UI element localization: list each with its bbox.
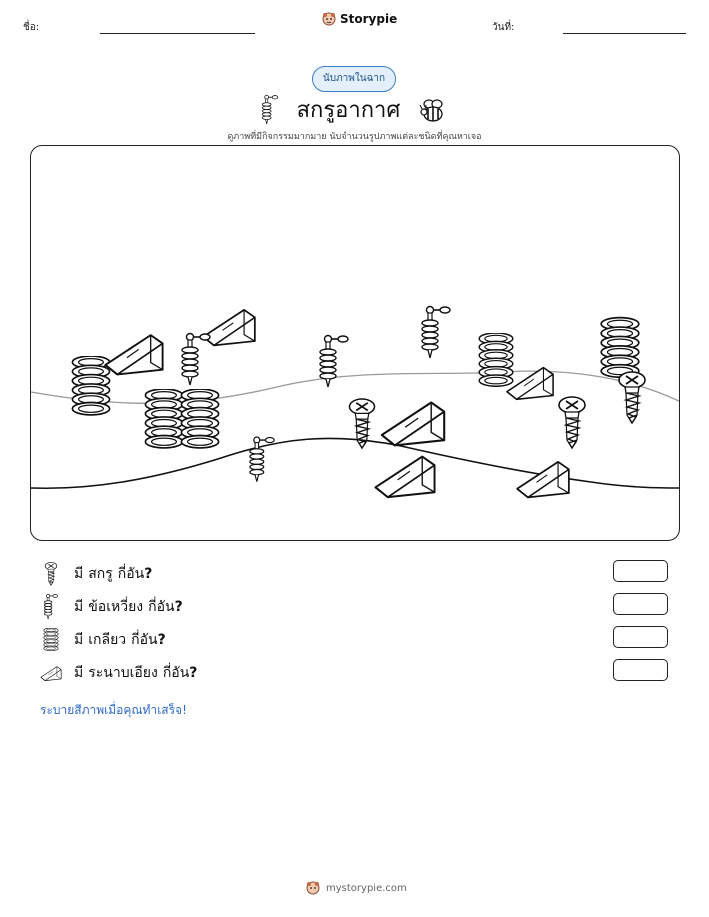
screw-object[interactable] [557, 394, 587, 452]
answer-box-drill-bit[interactable] [613, 593, 668, 615]
question-screw [40, 561, 152, 587]
question-drill-bit [40, 594, 183, 620]
wedge-object[interactable] [379, 396, 447, 448]
drill-bit-icon [43, 594, 59, 620]
wedge-object[interactable] [505, 362, 555, 402]
question-mark: ? [144, 566, 153, 582]
screw-object[interactable] [617, 370, 647, 426]
spring-icon [41, 628, 61, 652]
question-verb: มี [74, 632, 84, 648]
spring-object[interactable] [177, 389, 223, 451]
question-verb: มี [74, 566, 84, 582]
question-verb: มี [74, 599, 84, 615]
instruction-text: ดูภาพที่มีกิจกรรมมากมาย นับจำนวนรูปภาพแต่ละชนิดที่คุณหาเจอ [227, 132, 482, 142]
bee-icon [418, 95, 448, 125]
question-mark: ? [174, 599, 183, 615]
question-verb: มี [74, 665, 84, 681]
screw-icon [42, 562, 60, 586]
answer-box-screw[interactable] [613, 560, 668, 582]
question-subject: ระนาบเอียง [88, 665, 158, 681]
date-label: วันที่: [492, 22, 515, 33]
question-spring [40, 627, 166, 653]
category-pill: นับภาพในฉาก [312, 66, 396, 92]
question-subject: ข้อเหวี่ยง [88, 599, 144, 615]
drill-bit-object[interactable] [249, 434, 275, 486]
storypie-mascot-icon [306, 881, 320, 895]
question-wedge [40, 660, 197, 686]
answer-box-wedge[interactable] [613, 659, 668, 681]
page-title: สกรูอากาศ [296, 98, 401, 123]
wedge-object[interactable] [373, 450, 437, 500]
question-tail: กี่อัน [148, 599, 175, 615]
name-field[interactable] [100, 33, 255, 34]
question-mark: ? [189, 665, 198, 681]
question-mark: ? [157, 632, 166, 648]
storypie-mascot-icon [322, 12, 336, 26]
question-tail: กี่อัน [131, 632, 158, 648]
title-row [0, 92, 709, 127]
question-subject: สกรู [88, 566, 113, 582]
name-label: ชื่อ: [23, 22, 40, 33]
site-url[interactable]: mystorypie.com [326, 882, 407, 894]
date-field[interactable] [563, 33, 686, 34]
drill-bit-object[interactable] [181, 330, 211, 390]
wedge-icon [40, 663, 62, 683]
question-subject: เกลียว [88, 632, 127, 648]
drill-bit-object[interactable] [421, 303, 451, 363]
drill-bit-icon [261, 95, 279, 125]
answer-box-spring[interactable] [613, 626, 668, 648]
wedge-object[interactable] [515, 456, 571, 500]
drill-bit-object[interactable] [319, 332, 349, 392]
color-instruction: ระบายสีภาพเมื่อคุณทำเสร็จ! [40, 703, 187, 717]
question-tail: กี่อัน [117, 566, 145, 582]
screw-object[interactable] [347, 398, 377, 450]
search-scene [30, 145, 680, 541]
wedge-object[interactable] [103, 328, 165, 378]
brand-name: Storypie [340, 12, 398, 26]
site-footer [306, 881, 407, 895]
question-tail: กี่อัน [162, 665, 190, 681]
brand-logo [322, 12, 397, 26]
